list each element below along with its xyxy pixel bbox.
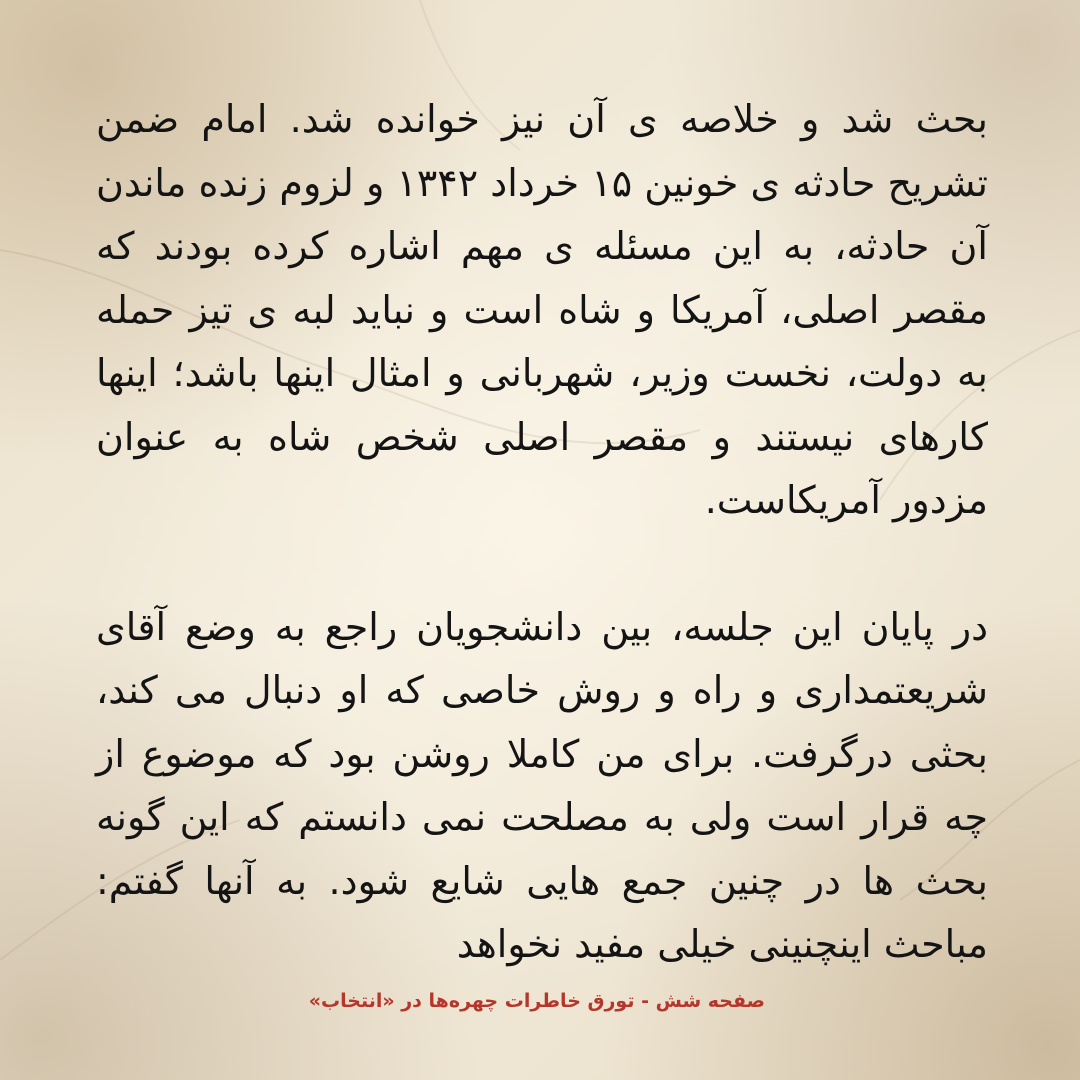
memoir-page [96,88,988,977]
paragraph-2: در پایان این جلسه، بین دانشجویان راجع به وضع آقای شریعتمداری و راه و روش خاصی که او دنبال می کند، بحثی درگرفت. برای من کاملا روشن بود که موضوع از چه قرار است ولی به مصلحت نمی دانستم که این گونه بحث ها در چنین جمع هایی شایع شود. به آنها گفتم: مباحث اینچنینی خیلی مفید نخواهد [96,604,988,966]
source-caption: صفحه شش - تورق خاطرات چهره‌ها در «انتخاب» [308,990,765,1012]
paragraph-1: بحث شد و خلاصه ی آن نیز خوانده شد. امام ضمن تشریح حادثه ی خونین ۱۵ خرداد ۱۳۴۲ و لزوم زنده ماندن آن حادثه، به این مسئله ی مهم اشاره کرده بودند که مقصر اصلی، آمریکا و شاه است و نباید لبه ی تیز حمله به دولت، نخست وزیر، شهربانی و امثال اینها باشد؛ اینها کارهای نیستند و مقصر اصلی شخص شاه به عنوان مزدور آمریکاست. [96,97,988,522]
